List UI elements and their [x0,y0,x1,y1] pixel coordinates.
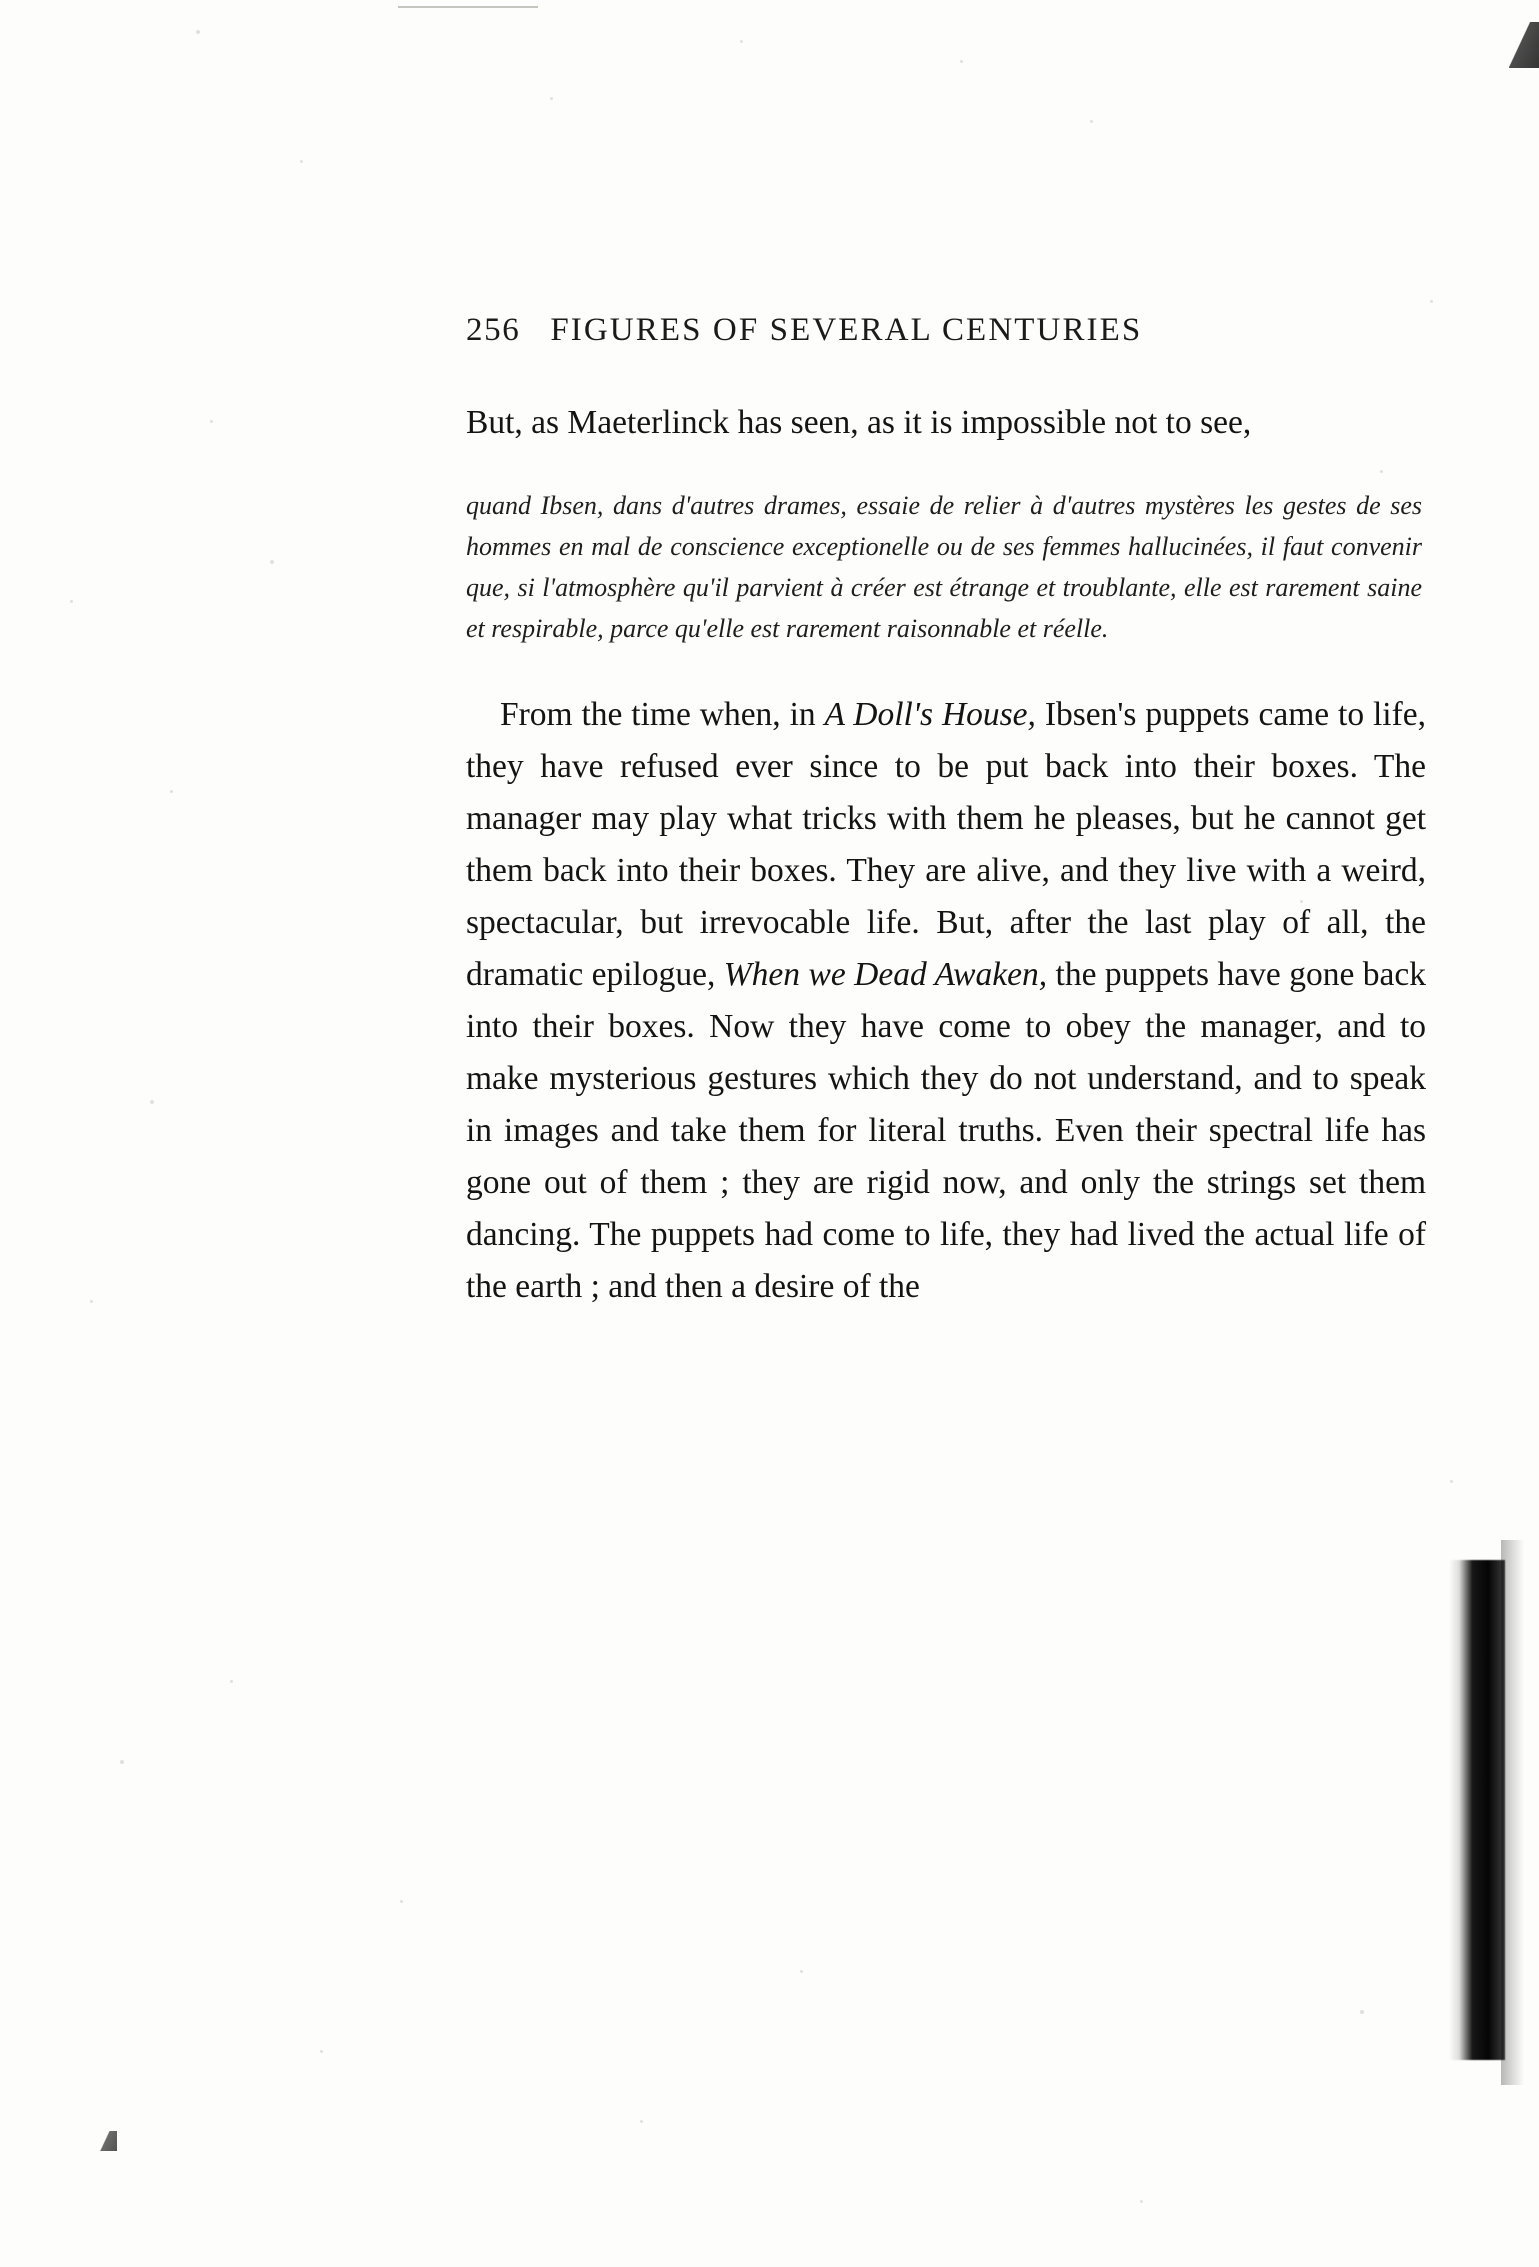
block-quote-french: quand Ibsen, dans d'autres drames, essaie de relier à d'autres mystères les gestes de ses hommes en mal de conscience exceptionelle ou de ses femmes hallucinées, il faut convenir que, si l'atmosphère qu'il parvient à créer est étrange et troublante, elle est rarement saine et respirable, parce qu'elle est rarement raisonnable et réelle. [466,491,1422,643]
scan-speck [270,560,274,564]
scan-speck [300,160,303,163]
scan-speck [90,1300,93,1303]
paragraph-main-text-3: the puppets have gone back into their boxes. Now they have come to obey the manager, and to make mysterious gestures which they do not understand, and to speak in images and take them for literal truths. Even their spectral life has gone out of them ; they are rigid now, and only the strings set them dancing. The puppets had come to life, they had lived the actual life of the earth ; and then a desire of the [466,956,1426,1305]
scan-speck [640,2120,643,2123]
scan-speck [960,60,963,63]
running-head [466,312,1426,349]
page-number: 256 [466,312,521,348]
paragraph-main-text-1: From the time when, in [500,696,825,733]
page-title: FIGURES OF SEVERAL CENTURIES [550,312,1143,348]
crop-mark-icon [398,6,538,8]
binding-shadow-soft [1501,1540,1527,2085]
scan-speck [1090,120,1093,123]
scan-speck [196,30,200,34]
scan-speck [1380,470,1383,473]
scan-speck [800,1970,803,1973]
paragraph-intro: But, as Maeterlinck has seen, as it is impossible not to see, [466,404,1252,441]
scan-speck [320,2050,323,2053]
scan-speck [210,420,213,423]
paragraph-main [466,689,1426,1313]
scan-speck [1360,2010,1364,2014]
work-title-a-dolls-house: A Doll's House, [824,696,1036,733]
scanner-corner-smudge-icon [95,2131,117,2151]
scan-speck [550,97,553,100]
paragraph-main-text-2: Ibsen's puppets came to life, they have refused ever since to be put back into their boxes. The manager may play what tricks with them he pleases, but he cannot get them back into their boxes. They are alive, and they live with a weird, spectacular, but irrevocable life. But, after the last play of all, the dramatic epilogue, [466,696,1426,993]
scan-speck [150,1100,154,1104]
scan-speck [1140,2200,1143,2203]
scan-speck [400,1900,403,1903]
scan-speck [1300,900,1303,903]
scan-speck [170,790,173,793]
scan-speck [740,40,743,43]
page-text-block [466,312,1426,1313]
scanner-edge-smudge-icon [1509,22,1539,68]
scan-speck [120,1760,124,1764]
binding-shadow [1449,1560,1505,2060]
scan-speck [1430,300,1433,303]
scan-speck [1450,1480,1453,1483]
scan-speck [70,600,73,603]
work-title-when-we-dead-awaken: When we Dead Awaken, [723,956,1048,993]
scan-speck [230,1680,233,1683]
